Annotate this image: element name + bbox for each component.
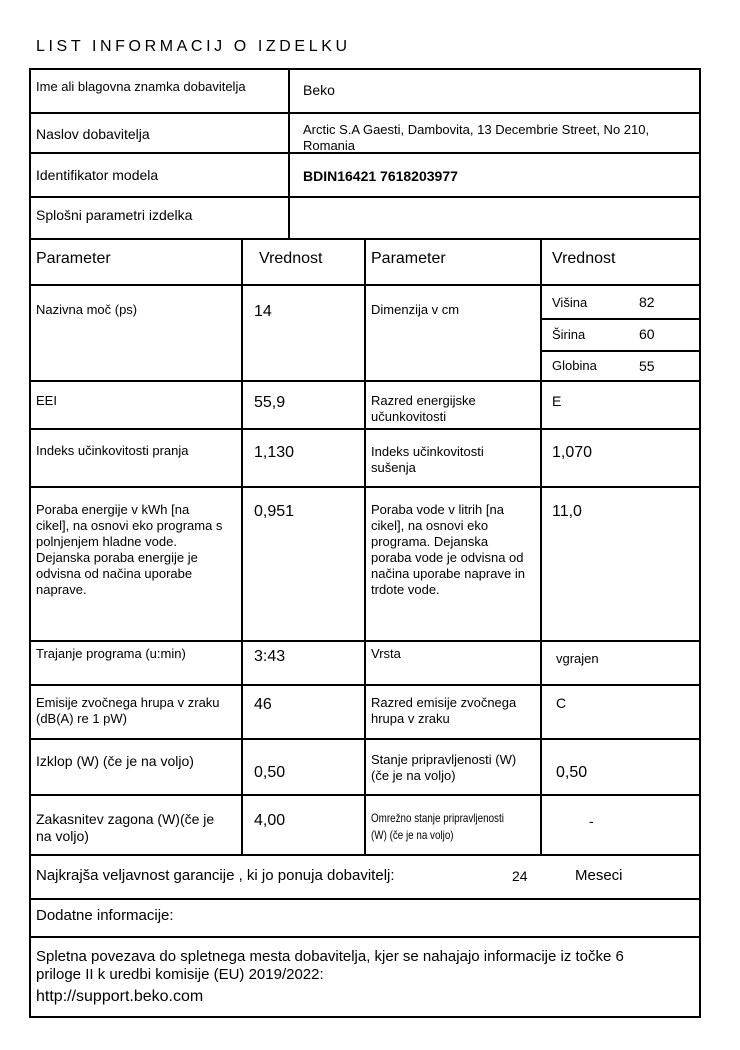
row-divider xyxy=(29,196,701,198)
drying-index-value: 1,070 xyxy=(552,444,593,461)
standby-label-line1: Stanje pripravljenosti (W) xyxy=(371,752,517,767)
network-standby-label-line2: (W) (če je na voljo) xyxy=(371,828,454,842)
supplier-address-label: Naslov dobavitelja xyxy=(36,126,150,142)
eei-label: EEI xyxy=(36,393,57,408)
energy-class-label-line1: Razred energijske xyxy=(371,393,476,408)
drying-index-label-line1: Indeks učinkovitosti xyxy=(371,444,484,459)
warranty-value: 24 xyxy=(512,868,528,884)
water-consumption-value: 11,0 xyxy=(552,503,582,520)
depth-label: Globina xyxy=(552,358,597,373)
row-divider xyxy=(541,318,701,320)
water-consumption-line6: trdote vode. xyxy=(371,582,440,597)
warranty-unit: Meseci xyxy=(575,867,623,884)
water-consumption-line3: programa. Dejanska xyxy=(371,534,489,549)
page-title: LIST INFORMACIJ O IZDELKU xyxy=(36,38,351,55)
energy-consumption-value: 0,951 xyxy=(254,503,295,520)
type-label: Vrsta xyxy=(371,646,401,661)
general-params-label: Splošni parametri izdelka xyxy=(36,207,193,223)
energy-consumption-line1: Poraba energije v kWh [na xyxy=(36,502,190,517)
depth-value: 55 xyxy=(639,358,655,374)
drying-index-label-line2: sušenja xyxy=(371,460,416,475)
cleaning-index-value: 1,130 xyxy=(254,444,295,461)
network-standby-value: - xyxy=(589,813,594,829)
support-link[interactable]: http://support.beko.com xyxy=(36,988,204,1005)
model-value: BDIN16421 7618203977 xyxy=(303,168,458,184)
supplier-address-line2: Romania xyxy=(303,138,356,153)
header-parameter-left: Parameter xyxy=(36,250,111,267)
off-mode-label: Izklop (W) (če je na voljo) xyxy=(36,753,194,769)
noise-class-label-line1: Razred emisije zvočnega xyxy=(371,695,517,710)
width-label: Širina xyxy=(552,327,586,342)
warranty-label: Najkrajša veljavnost garancije , ki jo ponuja dobavitelj: xyxy=(36,867,395,884)
header-value-left: Vrednost xyxy=(259,250,323,267)
off-mode-value: 0,50 xyxy=(254,764,286,781)
supplier-name-value: Beko xyxy=(303,82,335,98)
supplier-name-label: Ime ali blagovna znamka dobavitelja xyxy=(36,79,246,94)
energy-class-value: E xyxy=(552,393,562,409)
height-value: 82 xyxy=(639,294,655,310)
delay-start-label-line1: Zakasnitev zagona (W)(če je xyxy=(36,811,215,827)
row-divider xyxy=(29,152,701,154)
energy-consumption-line5: odvisna od načina uporabe xyxy=(36,566,193,581)
energy-consumption-line6: naprave. xyxy=(36,582,87,597)
water-consumption-line5: načina uporabe naprave in xyxy=(371,566,525,581)
power-label: Nazivna moč (ps) xyxy=(36,302,138,317)
energy-consumption-line4: Dejanska poraba energije je xyxy=(36,550,198,565)
header-value-right: Vrednost xyxy=(552,250,616,267)
model-label: Identifikator modela xyxy=(36,167,159,183)
energy-consumption-line3: polnjenjem hladne vode. xyxy=(36,534,177,549)
eei-value: 55,9 xyxy=(254,394,286,411)
header-parameter-right: Parameter xyxy=(371,250,446,267)
row-divider xyxy=(541,350,701,352)
width-value: 60 xyxy=(639,326,655,342)
power-value: 14 xyxy=(254,303,272,320)
noise-emission-value: 46 xyxy=(254,696,272,713)
column-divider xyxy=(540,238,542,856)
column-divider xyxy=(241,238,243,856)
water-consumption-line4: poraba vode je odvisna od xyxy=(371,550,524,565)
standby-label-line2: (če je na voljo) xyxy=(371,768,456,783)
dimension-label: Dimenzija v cm xyxy=(371,302,460,317)
energy-class-label-line2: učunkovitosti xyxy=(371,409,447,424)
weblink-text-line1: Spletna povezava do spletnega mesta dobavitelja, kjer se nahajajo informacije iz točke 6 xyxy=(36,948,624,965)
type-value: vgrajen xyxy=(556,651,599,666)
network-standby-label-line1: Omrežno stanje pripravljenosti xyxy=(371,811,504,825)
supplier-address-line1: Arctic S.A Gaesti, Dambovita, 13 Decembrie Street, No 210, xyxy=(303,122,650,137)
water-consumption-line2: cikel], na osnovi eko xyxy=(371,518,489,533)
noise-class-label-line2: hrupa v zraku xyxy=(371,711,450,726)
duration-label: Trajanje programa (u:min) xyxy=(36,646,186,661)
row-divider xyxy=(29,112,701,114)
additional-info-label: Dodatne informacije: xyxy=(36,907,174,924)
water-consumption-line1: Poraba vode v litrih [na xyxy=(371,502,504,517)
noise-emission-label-line1: Emisije zvočnega hrupa v zraku xyxy=(36,695,220,710)
row-divider xyxy=(29,898,701,900)
standby-value: 0,50 xyxy=(556,764,588,781)
cleaning-index-label: Indeks učinkovitosti pranja xyxy=(36,443,189,458)
weblink-text-line2: priloge II k uredbi komisije (EU) 2019/2022: xyxy=(36,966,324,983)
row-divider xyxy=(29,936,701,938)
duration-value: 3:43 xyxy=(254,648,286,665)
noise-class-value: C xyxy=(556,695,567,711)
column-divider xyxy=(364,238,366,856)
column-divider xyxy=(288,68,290,240)
delay-start-label-line2: na voljo) xyxy=(36,828,89,844)
height-label: Višina xyxy=(552,295,588,310)
noise-emission-label-line2: (dB(A) re 1 pW) xyxy=(36,711,128,726)
delay-start-value: 4,00 xyxy=(254,812,286,829)
energy-consumption-line2: cikel], na osnovi eko programa s xyxy=(36,518,223,533)
